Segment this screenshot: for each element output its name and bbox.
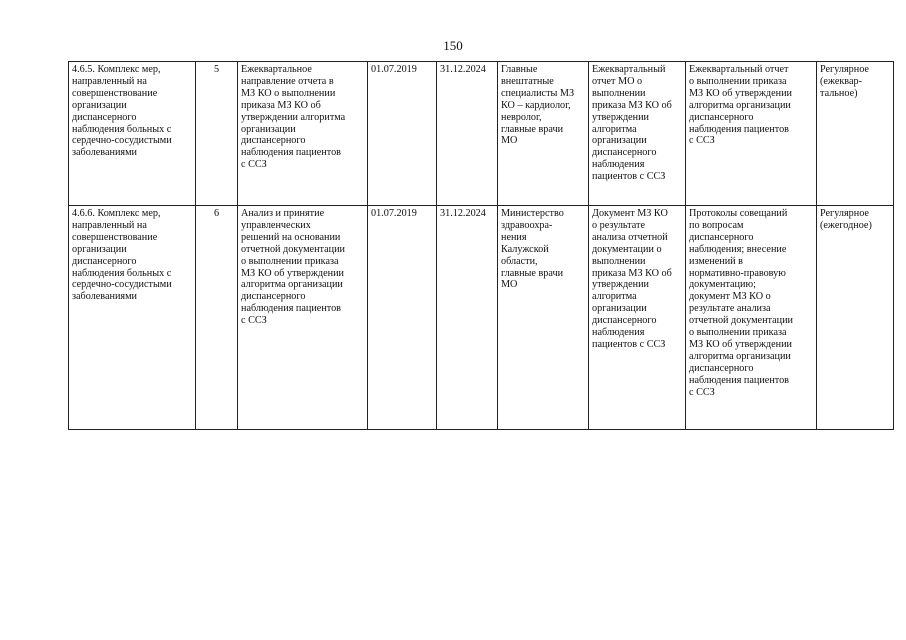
table-row xyxy=(69,62,894,206)
responsible-cell: Министерство здравоохра- нения Калужской области, главные врачи МО xyxy=(498,206,589,430)
result-cell: Протоколы совещаний по вопросам диспансерного наблюдения; внесение изменений в нормативно-правовую документацию; документ МЗ КО о результате анализа отчетной документации о выполнении приказа МЗ КО об утверждении алгоритма организации диспансерного наблюдения пациентов с ССЗ xyxy=(686,206,817,430)
responsible-cell: Главные внештатные специалисты МЗ КО – кардиолог, невролог, главные врачи МО xyxy=(498,62,589,206)
start-date-cell: 01.07.2019 xyxy=(368,62,437,206)
section-cell: 4.6.5. Комплекс мер, направленный на совершенствование организации диспансерного наблюдения больных с сердечно-сосудистыми заболеваниями xyxy=(69,62,196,206)
periodicity-cell: Регулярное (ежеквар- тальное) xyxy=(817,62,894,206)
start-date-cell: 01.07.2019 xyxy=(368,206,437,430)
periodicity-cell: Регулярное (ежегодное) xyxy=(817,206,894,430)
number-cell: 6 xyxy=(196,206,238,430)
number-cell: 5 xyxy=(196,62,238,206)
document-cell: Ежеквартальный отчет МО о выполнении приказа МЗ КО об утверждении алгоритма организации диспансерного наблюдения пациентов с ССЗ xyxy=(589,62,686,206)
section-cell: 4.6.6. Комплекс мер, направленный на совершенствование организации диспансерного наблюдения больных с сердечно-сосудистыми заболеваниями xyxy=(69,206,196,430)
plan-table xyxy=(68,61,894,430)
result-cell: Ежеквартальный отчет о выполнении приказа МЗ КО об утверждении алгоритма организации диспансерного наблюдения пациентов с ССЗ xyxy=(686,62,817,206)
activity-cell: Анализ и принятие управленческих решений на основании отчетной документации о выполнении приказа МЗ КО об утверждении алгоритма организации диспансерного наблюдения пациентов с ССЗ xyxy=(238,206,368,430)
table-row xyxy=(69,206,894,430)
end-date-cell: 31.12.2024 xyxy=(437,206,498,430)
activity-cell: Ежеквартальное направление отчета в МЗ КО о выполнении приказа МЗ КО об утверждении алгоритма организации диспансерного наблюдения пациентов с ССЗ xyxy=(238,62,368,206)
document-cell: Документ МЗ КО о результате анализа отчетной документации о выполнении приказа МЗ КО об утверждении алгоритма организации диспансерного наблюдения пациентов с ССЗ xyxy=(589,206,686,430)
page-number: 150 xyxy=(443,38,463,53)
end-date-cell: 31.12.2024 xyxy=(437,62,498,206)
